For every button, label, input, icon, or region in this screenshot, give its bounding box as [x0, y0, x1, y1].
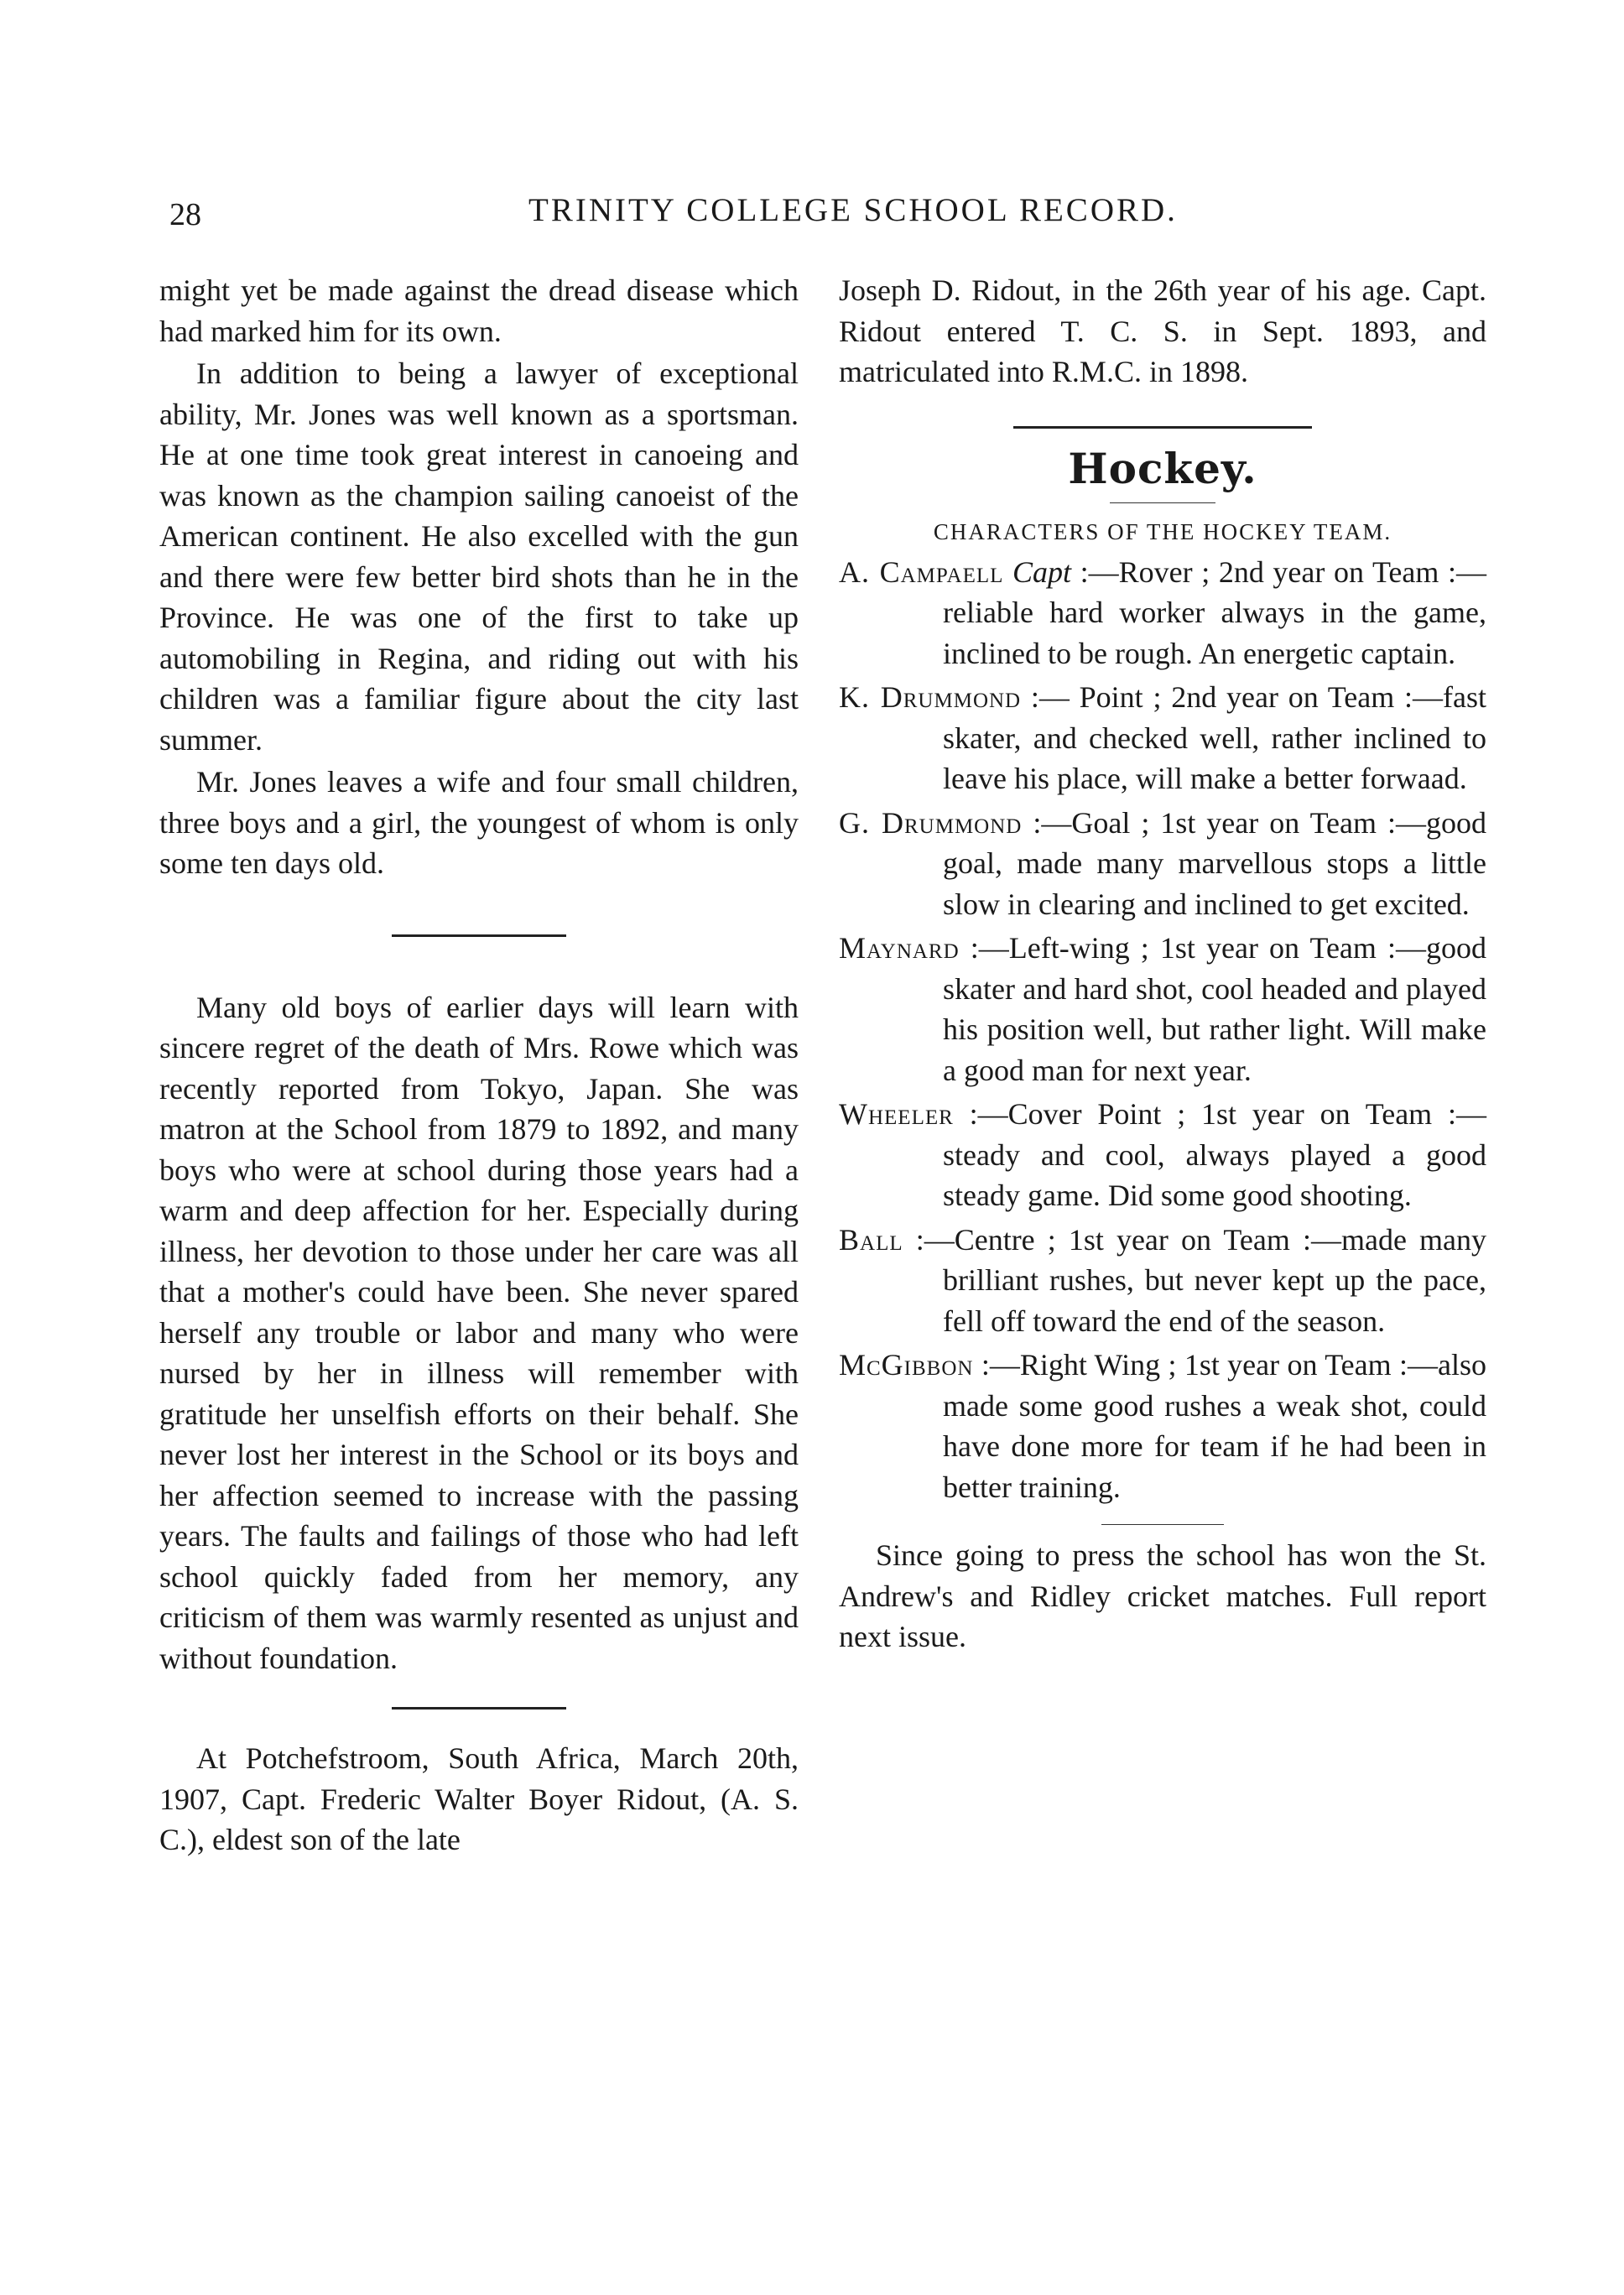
paragraph: Since going to press the school has won the St. Andrew's and Ridley cricket matches. Full report next issue.: [839, 1538, 1486, 1653]
page-number: 28: [169, 197, 201, 232]
player-description: :—Left-wing ; 1st year on Team :—good skater and hard shot, cool headed and played his position well, but rather light. Will make a good man for next year.: [943, 931, 1486, 1087]
player-list: [839, 552, 1486, 1508]
player-entry: [839, 1094, 1486, 1216]
player-name: Maynard: [839, 931, 960, 965]
page-header: [0, 191, 1624, 242]
section-divider: [1013, 426, 1312, 429]
left-column: [159, 270, 799, 1860]
right-column: [839, 270, 1486, 1658]
player-description: :—Rover ; 2nd year on Team :—reliable hard worker always in the game, inclined to be rough. An energetic captain.: [943, 554, 1486, 670]
player-entry: [839, 928, 1486, 1090]
running-title: TRINITY COLLEGE SCHOOL RECORD.: [528, 192, 1178, 228]
paragraph: Joseph D. Ridout, in the 26th year of his age. Capt. Ridout entered T. C. S. in Sept. 1893, and matriculated into R.M.C. in 1898.: [839, 273, 1486, 388]
player-entry: [839, 1220, 1486, 1342]
heading-underline: [1110, 502, 1215, 503]
paragraph: might yet be made against the dread disease which had marked him for its own.: [159, 273, 799, 348]
paragraph: In addition to being a lawyer of exceptional ability, Mr. Jones was well known as a sportsman. He at one time took great interest in canoeing and was known as the champion sailing canoeist of the American continent. He also excelled with the gun and there were few better bird shots than he in the Province. He was one of the first to take up automobiling in Regina, and riding out with his children was a familiar figure about the city last summer.: [159, 356, 799, 757]
paragraph: Many old boys of earlier days will learn with sincere regret of the death of Mrs. Rowe which was recently reported from Tokyo, Japan. She was matron at the School from 1879 to 1892, and many boys who were at school during those years had a warm and deep affection for her. Especially during illness, her devotion to those under her care was all that a mother's could have been. She never spared herself any trouble or labor and many who were nursed by her in illness will remember with gratitude her unselfish efforts on their behalf. She never lost her interest in the School or its boys and her affection seemed to increase with the passing years. The faults and failings of those who had left school quickly faded from her memory, any criticism of them was warmly resented as unjust and without foundation.: [159, 990, 799, 1675]
player-name: K. Drummond: [839, 680, 1022, 714]
player-description: :—Goal ; 1st year on Team :—good goal, made many marvellous stops a little slow in clearing and inclined to get excited.: [943, 805, 1486, 921]
player-name: A. Campaell: [839, 554, 1004, 589]
section-subheading: CHARACTERS OF THE HOCKEY TEAM.: [933, 518, 1392, 544]
player-role: Capt: [1012, 554, 1072, 589]
paragraph: At Potchefstroom, South Africa, March 20th, 1907, Capt. Frederic Walter Boyer Ridout, (A. S. C.), eldest son of the late: [159, 1741, 799, 1856]
section-heading: Hockey.: [1068, 443, 1257, 493]
paragraph: Mr. Jones leaves a wife and four small children, three boys and a girl, the youngest of whom is only some ten days old.: [159, 765, 799, 880]
player-name: Wheeler: [839, 1097, 954, 1131]
player-name: G. Drummond: [839, 805, 1023, 840]
player-entry: [839, 552, 1486, 674]
section-divider: [392, 934, 566, 937]
section-divider: [1101, 1524, 1224, 1525]
player-description: :—Cover Point ; 1st year on Team :—steady and cool, always played a good steady game. Did some good shooting.: [943, 1097, 1486, 1212]
player-name: McGibbon: [839, 1348, 974, 1382]
player-name: Ball: [839, 1222, 903, 1257]
player-entry: [839, 677, 1486, 799]
player-description: :— Point ; 2nd year on Team :—fast skater, and checked well, rather inclined to leave his place, will make a better forwaad.: [943, 680, 1486, 795]
player-description: :—Right Wing ; 1st year on Team :—also made some good rushes a weak shot, could have done more for team if he had been in better training.: [943, 1348, 1486, 1504]
player-entry: [839, 803, 1486, 925]
player-description: :—Centre ; 1st year on Team :—made many brilliant rushes, but never kept up the pace, fell off toward the end of the season.: [915, 1222, 1486, 1338]
player-entry: [839, 1345, 1486, 1507]
section-divider: [392, 1707, 566, 1710]
